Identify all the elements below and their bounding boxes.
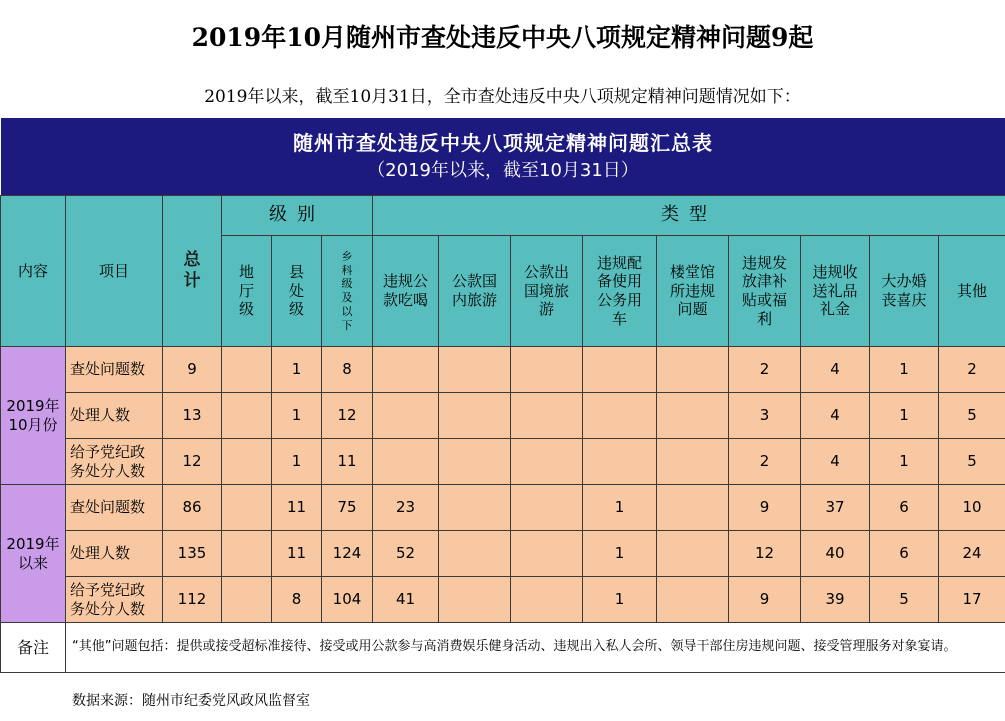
table-cell <box>511 393 583 439</box>
table-cell: 1 <box>583 531 657 577</box>
row-item-label: 给予党纪政 务处分人数 <box>66 577 163 623</box>
header-level-1: 县 处 级 <box>272 236 322 347</box>
table-cell <box>222 485 272 531</box>
table-cell: 1 <box>272 347 322 393</box>
table-cell: 5 <box>870 577 939 623</box>
header-total <box>163 196 222 347</box>
table-cell <box>222 347 272 393</box>
group-label: 2019年 以来 <box>1 485 66 623</box>
header-type-5: 公款出 国境旅 游 <box>511 236 583 347</box>
table-banner <box>1 118 1005 196</box>
table-cell <box>657 531 729 577</box>
row-item-label: 给予党纪政 务处分人数 <box>66 439 163 485</box>
header-type-10: 大办婚 丧喜庆 <box>870 236 939 347</box>
row-item-label: 查处问题数 <box>66 347 163 393</box>
cell-total: 86 <box>163 485 222 531</box>
table-cell: 1 <box>583 577 657 623</box>
table-cell: 1 <box>870 439 939 485</box>
table-cell: 1 <box>870 347 939 393</box>
header-type-group: 类型 <box>373 196 1005 236</box>
cell-total: 12 <box>163 439 222 485</box>
table-title: 随州市查处违反中央八项规定精神问题汇总表 <box>293 130 713 155</box>
table-cell: 75 <box>322 485 373 531</box>
table-cell <box>439 439 511 485</box>
table-cell: 23 <box>373 485 439 531</box>
table-cell: 1 <box>583 485 657 531</box>
summary-table <box>0 118 1005 673</box>
cell-total: 112 <box>163 577 222 623</box>
header-total-label: 总 计 <box>183 249 201 291</box>
table-cell: 11 <box>272 531 322 577</box>
table-cell: 24 <box>939 531 1005 577</box>
header-content: 内容 <box>1 196 66 347</box>
table-cell <box>373 393 439 439</box>
table-cell: 2 <box>939 347 1005 393</box>
table-cell: 40 <box>801 531 870 577</box>
table-cell <box>222 531 272 577</box>
table-cell: 1 <box>870 393 939 439</box>
table-cell: 6 <box>870 531 939 577</box>
table-cell: 9 <box>729 485 801 531</box>
table-cell: 17 <box>939 577 1005 623</box>
table-cell: 9 <box>729 577 801 623</box>
table-cell <box>511 485 583 531</box>
cell-total: 9 <box>163 347 222 393</box>
page-title: 2019年10月随州市查处违反中央八项规定精神问题9起 <box>191 23 814 52</box>
table-cell <box>511 347 583 393</box>
header-type-4: 公款国 内旅游 <box>439 236 511 347</box>
table-cell <box>222 439 272 485</box>
table-cell: 2 <box>729 347 801 393</box>
table-cell: 11 <box>272 485 322 531</box>
row-item-label: 处理人数 <box>66 393 163 439</box>
table-cell <box>583 393 657 439</box>
table-cell: 4 <box>801 439 870 485</box>
table-cell: 1 <box>272 393 322 439</box>
table-row <box>1 439 1005 485</box>
table-cell: 5 <box>939 393 1005 439</box>
table-cell: 37 <box>801 485 870 531</box>
table-cell <box>657 485 729 531</box>
header-item: 项目 <box>66 196 163 347</box>
header-type-7: 楼堂馆 所违规 问题 <box>657 236 729 347</box>
table-row <box>1 347 1005 393</box>
table-cell: 8 <box>322 347 373 393</box>
remark-label: 备注 <box>1 623 66 673</box>
table-cell <box>657 393 729 439</box>
row-item-label: 处理人数 <box>66 531 163 577</box>
table-row <box>1 531 1005 577</box>
table-cell <box>657 347 729 393</box>
table-cell: 124 <box>322 531 373 577</box>
table-cell <box>657 577 729 623</box>
table-cell <box>373 439 439 485</box>
table-cell <box>511 577 583 623</box>
table-cell <box>222 393 272 439</box>
header-level-2: 乡 科 级 及 以 下 <box>322 236 373 347</box>
header-type-9: 违规收 送礼品 礼金 <box>801 236 870 347</box>
table-cell: 10 <box>939 485 1005 531</box>
table-cell <box>439 577 511 623</box>
table-row <box>1 393 1005 439</box>
header-level-0: 地 厅 级 <box>222 236 272 347</box>
header-type-11: 其他 <box>939 236 1005 347</box>
table-cell <box>439 531 511 577</box>
remark-text: “其他”问题包括：提供或接受超标准接待、接受或用公款参与高消费娱乐健身活动、违规出入私人会所、领导干部住房违规问题、接受管理服务对象宴请。 <box>66 623 1005 673</box>
table-cell <box>583 439 657 485</box>
table-subtitle: （2019年以来，截至10月31日） <box>367 159 639 181</box>
table-cell <box>439 485 511 531</box>
table-cell: 1 <box>272 439 322 485</box>
table-cell: 41 <box>373 577 439 623</box>
table-cell <box>511 439 583 485</box>
table-cell: 12 <box>322 393 373 439</box>
table-cell: 3 <box>729 393 801 439</box>
table-cell: 104 <box>322 577 373 623</box>
group-label: 2019年 10月份 <box>1 347 66 485</box>
cell-total: 135 <box>163 531 222 577</box>
data-source: 数据来源：随州市纪委党风政风监督室 <box>72 693 310 709</box>
table-cell <box>511 531 583 577</box>
table-row <box>1 577 1005 623</box>
header-type-8: 违规发 放津补 贴或福 利 <box>729 236 801 347</box>
table-row <box>1 485 1005 531</box>
table-cell <box>222 577 272 623</box>
table-cell <box>439 347 511 393</box>
table-cell <box>373 347 439 393</box>
header-type-6: 违规配 备使用 公务用 车 <box>583 236 657 347</box>
row-item-label: 查处问题数 <box>66 485 163 531</box>
cell-total: 13 <box>163 393 222 439</box>
table-cell: 11 <box>322 439 373 485</box>
table-cell: 5 <box>939 439 1005 485</box>
table-cell: 8 <box>272 577 322 623</box>
table-cell: 2 <box>729 439 801 485</box>
table-cell: 6 <box>870 485 939 531</box>
table-cell <box>583 347 657 393</box>
table-cell <box>657 439 729 485</box>
header-type-3: 违规公 款吃喝 <box>373 236 439 347</box>
table-cell: 52 <box>373 531 439 577</box>
table-cell: 39 <box>801 577 870 623</box>
table-cell: 12 <box>729 531 801 577</box>
table-cell: 4 <box>801 393 870 439</box>
intro-text: 2019年以来，截至10月31日，全市查处违反中央八项规定精神问题情况如下： <box>204 87 801 107</box>
table-cell <box>439 393 511 439</box>
header-level-group: 级别 <box>222 196 373 236</box>
table-cell: 4 <box>801 347 870 393</box>
